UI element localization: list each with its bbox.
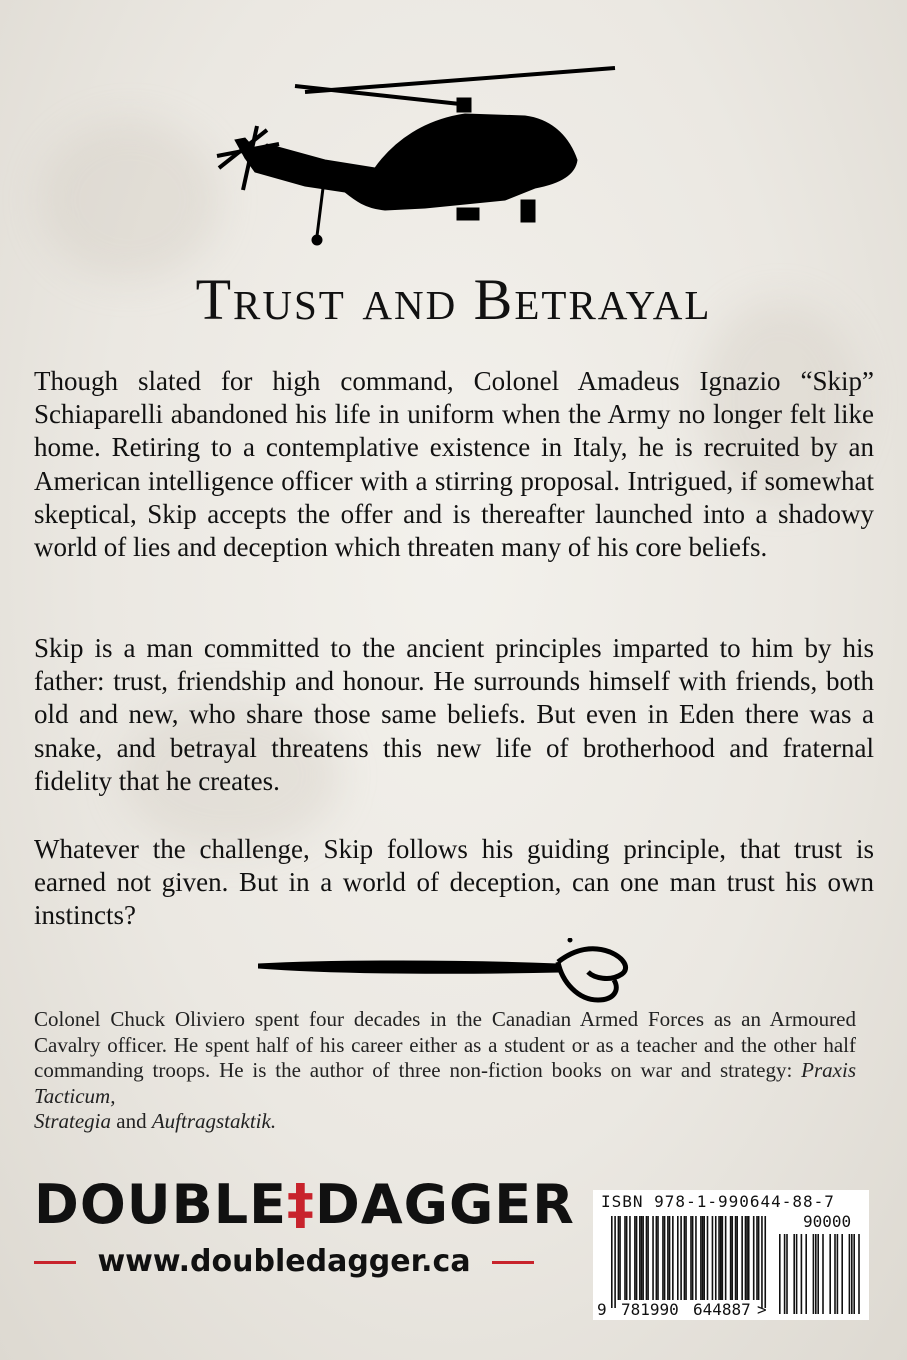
- barcode-bar: [753, 1216, 755, 1300]
- sword-icon: [258, 938, 634, 1004]
- barcode-bar: [730, 1216, 732, 1300]
- book-auftragstaktik: Auftragstaktik.: [151, 1109, 277, 1133]
- barcode-bar: [735, 1216, 737, 1300]
- barcode-bar: [667, 1216, 669, 1300]
- addon-bar: [784, 1234, 786, 1314]
- blurb-paragraph-1: Though slated for high command, Colonel Amadeus Ignazio “Skip” Schiaparelli abandoned his life in uniform when the Army no longer felt like home. Retiring to a contemplative existence in Italy, he is recruited by an American intelligence officer with a stirring proposal. Intrigued, if somewhat skeptical, Skip accepts the offer and is thereafter launched into a shadowy world of lies and deception which threaten many of his core beliefs.: [34, 366, 874, 563]
- barcode-bar: [639, 1216, 641, 1300]
- barcode-bar: [702, 1216, 704, 1300]
- publisher-logo: [34, 1170, 575, 1290]
- price-code: 90000: [803, 1212, 852, 1231]
- addon-bar: [858, 1234, 860, 1314]
- barcode-bar: [641, 1216, 643, 1300]
- addon-bar: [786, 1234, 788, 1314]
- barcode-bar: [646, 1216, 648, 1300]
- barcode-bar: [618, 1216, 620, 1300]
- book-strategia: Strategia: [34, 1109, 111, 1133]
- barcode-bar: [736, 1216, 738, 1300]
- addon-bar: [801, 1234, 803, 1314]
- barcode-bar: [685, 1216, 687, 1300]
- barcode-bar: [748, 1216, 750, 1300]
- barcode-bar: [745, 1216, 747, 1300]
- barcode-bar: [700, 1216, 702, 1300]
- barcode-bar: [690, 1216, 692, 1300]
- barcode-bar: [629, 1216, 631, 1300]
- publisher-url[interactable]: www.doubledagger.ca: [97, 1244, 471, 1279]
- addon-bar: [796, 1234, 798, 1314]
- barcode-bar: [695, 1216, 697, 1300]
- barcode-bar: [684, 1216, 686, 1300]
- barcode-bar: [703, 1216, 705, 1300]
- barcode-bar: [634, 1216, 636, 1300]
- blurb-paragraph-3: Whatever the challenge, Skip follows his guiding principle, that trust is earned not given. But in a world of deception, can one man trust his own instincts?: [34, 834, 874, 931]
- helicopter-silhouette: [205, 60, 625, 260]
- barcode-bar: [718, 1216, 720, 1300]
- addon-bar: [793, 1234, 795, 1314]
- addon-bar: [813, 1234, 815, 1314]
- barcode-bar: [758, 1216, 760, 1300]
- barcode-bar: [731, 1216, 733, 1300]
- addon-bar: [841, 1234, 843, 1314]
- barcode-bar: [647, 1216, 649, 1300]
- barcode-bar: [715, 1216, 717, 1300]
- barcode-bar: [672, 1216, 674, 1300]
- barcode-bar: [611, 1216, 613, 1308]
- barcode-bar: [614, 1216, 616, 1308]
- barcode-digits-right: 644887: [693, 1300, 751, 1319]
- addon-bar: [822, 1234, 824, 1314]
- addon-arrow: >: [757, 1300, 767, 1319]
- addon-bar: [851, 1234, 853, 1314]
- barcode-bar: [652, 1216, 654, 1300]
- addon-bar: [834, 1234, 836, 1314]
- addon-bar: [805, 1234, 807, 1314]
- barcode-bar: [656, 1216, 658, 1300]
- addon-bar: [817, 1234, 819, 1314]
- barcode-bar: [657, 1216, 659, 1300]
- addon-bar: [853, 1234, 855, 1314]
- barcode-bar: [725, 1216, 727, 1300]
- barcode-digit-first: 9: [597, 1300, 607, 1319]
- barcode-bar: [677, 1216, 679, 1300]
- barcode-bar: [680, 1216, 682, 1300]
- addon-bar: [779, 1234, 781, 1314]
- book-praxis: Praxis Tacticum,: [34, 1058, 856, 1108]
- barcode-bar: [662, 1216, 664, 1300]
- barcode-bar: [619, 1216, 621, 1300]
- blurb-paragraph-2: Skip is a man committed to the ancient principles imparted to him by his father: trust, friendship and honour. He surrounds himself with friends, both old and new, who share those same beliefs. But even in Eden there was a snake, and betrayal threatens this new life of brotherhood and fraternal fidelity that he creates.: [34, 633, 874, 796]
- publisher-name: DOUBLE‡DAGGER: [34, 1173, 575, 1236]
- barcode-bar: [720, 1216, 722, 1300]
- addon-bar: [829, 1234, 831, 1314]
- barcode-digits-left: 781990: [621, 1300, 679, 1319]
- book-title: Trust and Betrayal: [195, 267, 712, 332]
- isbn-label: ISBN 978-1-990644-88-7: [601, 1192, 835, 1211]
- isbn-barcode: [593, 1190, 869, 1320]
- author-bio: Colonel Chuck Oliviero spent four decades in the Canadian Armed Forces as an Armoured Cavalry officer. He spent half of his career either as a student or as a teacher and the other half commanding troops. He is the author of three non-fiction books on war and strategy: Praxis Tacticum, Strategia and Auftragstaktik.: [34, 1007, 856, 1133]
- double-dagger-icon: ‡: [287, 1173, 316, 1236]
- barcode-bar: [707, 1216, 709, 1300]
- barcode-bar: [756, 1216, 758, 1300]
- barcode-bar: [664, 1216, 666, 1300]
- barcode-bar: [764, 1216, 766, 1308]
- barcode-bar: [624, 1216, 626, 1300]
- addon-bar: [837, 1234, 839, 1314]
- barcode-bar: [741, 1216, 743, 1300]
- barcode-bar: [626, 1216, 628, 1300]
- addon-bar: [849, 1234, 851, 1314]
- barcode-bar: [746, 1216, 748, 1300]
- barcode-bar: [642, 1216, 644, 1300]
- barcode-bar: [722, 1216, 724, 1300]
- barcode-bar: [669, 1216, 671, 1300]
- barcode-bar: [712, 1216, 714, 1300]
- barcode-bar: [692, 1216, 694, 1300]
- barcode-bar: [761, 1216, 763, 1308]
- barcode-bar: [636, 1216, 638, 1300]
- addon-bar: [815, 1234, 817, 1314]
